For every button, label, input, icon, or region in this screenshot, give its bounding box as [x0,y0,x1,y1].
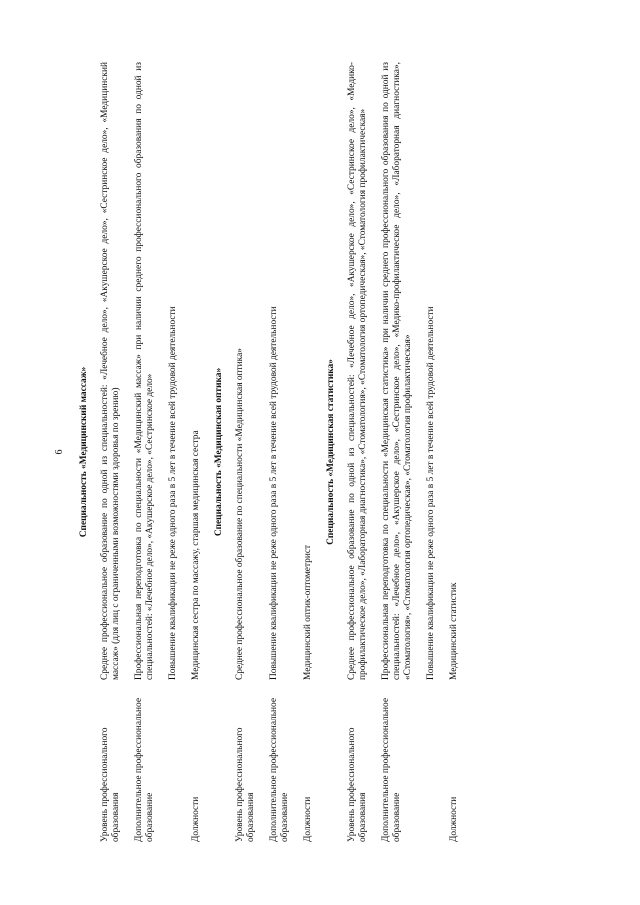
document-page [40,22,600,882]
row-label: Дополнительное профессиональное образование [269,698,290,842]
row-value: Медицинский оптик-оптометрист [303,544,313,680]
row-label: Уровень профессионального образования [100,727,121,842]
row-value: Профессиональная переподготовка по специальности «Медицинская статистика» при наличии среднего профессионального образования по одной из специальностей: «Лечебное дело», «Акушерское дело», «Сестринское дело», «Медико-профилактическое дело», «Лабораторная диагностика», «Стоматология», «Стоматология ортопедическая», «Стоматология профилактическая» [381,62,413,680]
row-value: Повышение квалификации не реже одного раза в 5 лет в течение всей трудовой деятельности [168,306,178,680]
row-value: Медицинская сестра по массажу, старшая медицинская сестра [191,430,201,680]
table-row [381,62,414,842]
section-medical-statistics [326,62,460,842]
row-label: Уровень профессионального образования [347,727,368,842]
row-label: Дополнительное профессиональное образование [134,698,155,842]
row-label: Должности [191,796,201,842]
section-title: Специальность «Медицинский массаж» [79,366,89,538]
table-row [235,62,257,842]
table-row [191,62,202,842]
row-label: Должности [303,796,313,842]
table-row [100,62,122,842]
table-row [303,62,314,842]
section-medical-massage [79,62,202,842]
table-row [168,62,179,842]
section-title: Специальность «Медицинская статистика» [326,359,336,545]
row-value: Медицинский статистик [449,582,459,680]
table-row [134,62,156,842]
row-label: Должности [449,796,459,842]
table-row [269,62,291,842]
section-title: Специальность «Медицинская оптика» [214,367,224,537]
row-label: Уровень профессионального образования [235,727,256,842]
row-value: Повышение квалификации не реже одного раза в 5 лет в течение всей трудовой деятельности [269,306,279,680]
row-value: Среднее профессиональное образование по специальности «Медицинская оптика» [235,348,245,680]
row-value: Среднее профессиональное образование по одной из специальностей: «Лечебное дело», «Акушерское дело», «Сестринское дело», «Медико-профилактическое дело», «Лабораторная диагностика», «Стоматология», «Стоматология ортопедическая», «Стоматология профилактическая» [347,62,368,680]
table-row [449,62,460,842]
row-value: Повышение квалификации не реже одного раза в 5 лет в течение всей трудовой деятельности [426,306,436,680]
row-value: Профессиональная переподготовка по специальности «Медицинский массаж» при наличии среднего профессионального образования по одной из специальностей: «Лечебное дело», «Акушерское дело», «Сестринское дело» [134,62,155,680]
page-number: 6 [54,449,65,455]
section-medical-optics [214,62,314,842]
table-row [347,62,369,842]
row-value: Среднее профессиональное образование по одной из специальностей: «Лечебное дело», «Акушерское дело», «Сестринское дело», «Медицинский массаж» (для лиц с ограниченными возможностями здоровья по зрению) [100,62,121,680]
row-label: Дополнительное профессиональное образование [381,698,402,842]
table-row [426,62,437,842]
